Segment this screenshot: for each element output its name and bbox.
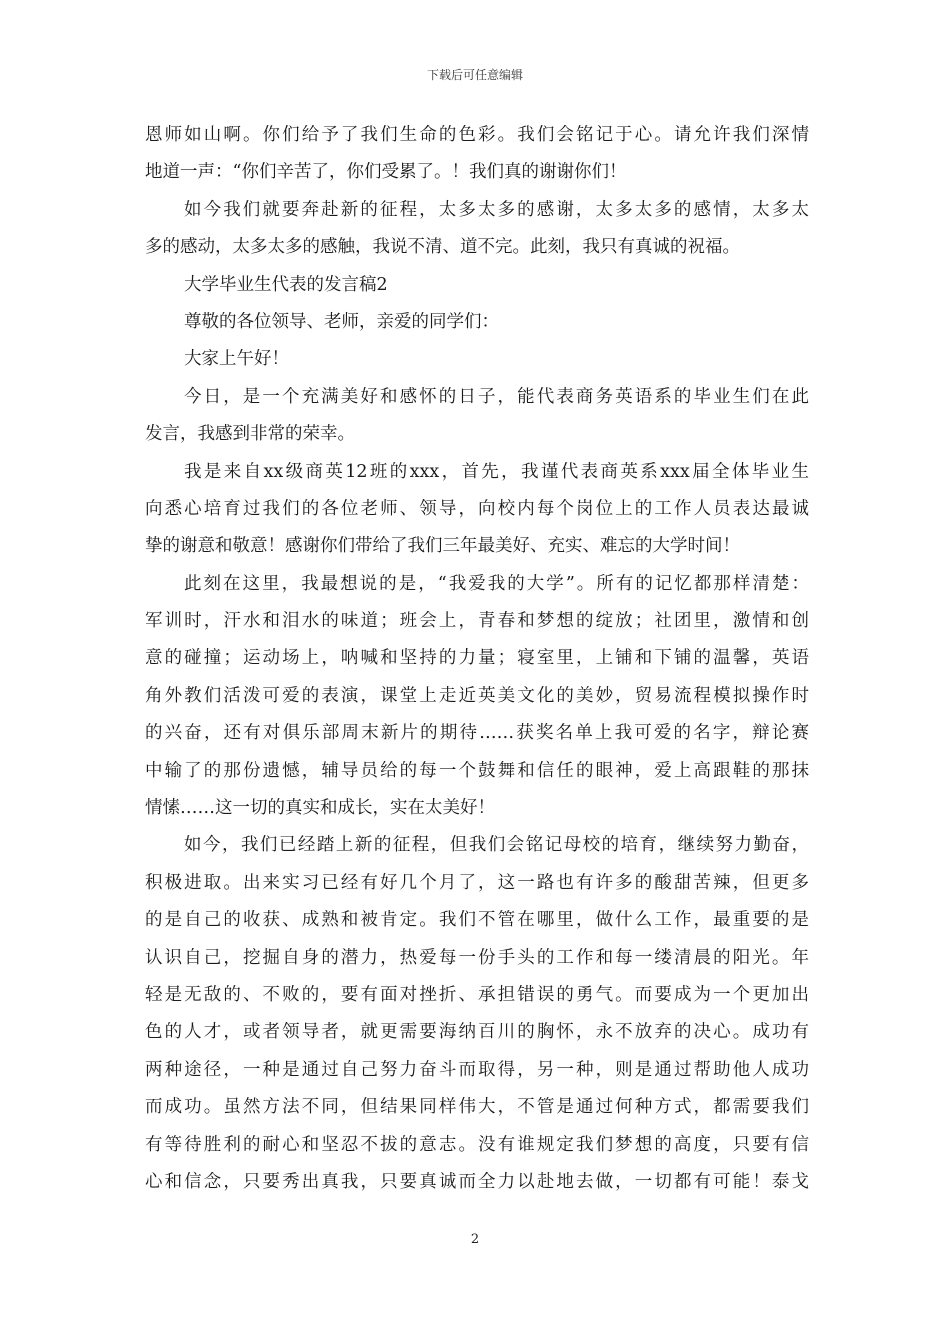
text-line: 的是自己的收获、成熟和被肯定。我们不管在哪里，做什么工作，最重要的是 — [145, 910, 809, 931]
text-line: 两种途径，一种是通过自己努力奋斗而取得，另一种，则是通过帮助他人成功 — [145, 1059, 809, 1080]
text-line: 多的感动，太多太多的感触，我说不清、道不完。此刻，我只有真诚的祝福。 — [145, 237, 740, 258]
text-line: 此刻在这里，我最想说的是，“我爱我的大学”。所有的记忆都那样清楚： — [184, 573, 809, 594]
text-line: 如今，我们已经踏上新的征程，但我们会铭记母校的培育，继续努力勤奋， — [184, 835, 809, 856]
text-line: 军训时，汗水和泪水的味道；班会上，青春和梦想的绽放；社团里，激情和创 — [145, 611, 809, 632]
text-line: 认识自己，挖掘自身的潜力，热爱每一份手头的工作和每一缕清晨的阳光。年 — [145, 947, 809, 968]
text-line: 中输了的那份遗憾，辅导员给的每一个鼓舞和信任的眼神，爱上高跟鞋的那抹 — [145, 760, 809, 781]
text-line: 意的碰撞；运动场上，呐喊和坚持的力量；寝室里，上铺和下铺的温馨，英语 — [145, 648, 809, 669]
text-line: 的兴奋，还有对俱乐部周末新片的期待……获奖名单上我可爱的名字，辩论赛 — [145, 723, 809, 744]
text-line: 地道一声：“你们辛苦了，你们受累了。！我们真的谢谢你们！ — [145, 162, 627, 183]
document-body — [145, 117, 809, 1201]
text-line: 如今我们就要奔赴新的征程，太多太多的感谢，太多太多的感情，太多太 — [184, 199, 809, 220]
page-header: 下载后可任意编辑 — [426, 68, 523, 82]
text-line: 恩师如山啊。你们给予了我们生命的色彩。我们会铭记于心。请允许我们深情 — [145, 125, 809, 145]
text-line: 挚的谢意和敬意！感谢你们带给了我们三年最美好、充实、难忘的大学时间！ — [145, 536, 740, 557]
text-line: 心和信念，只要秀出真我，只要真诚而全力以赴地去做，一切都有可能！泰戈 — [145, 1171, 809, 1192]
text-line: 而成功。虽然方法不同，但结果同样伟大，不管是通过何种方式，都需要我们 — [145, 1097, 809, 1118]
text-line: 角外教们活泼可爱的表演，课堂上走近英美文化的美妙，贸易流程模拟操作时 — [145, 685, 809, 706]
text-line: 有等待胜利的耐心和坚忍不拔的意志。没有谁规定我们梦想的高度，只要有信 — [145, 1134, 809, 1155]
text-line: 情愫……这一切的真实和成长，实在太美好！ — [145, 798, 495, 819]
text-line: 色的人才，或者领导者，就更需要海纳百川的胸怀，永不放弃的决心。成功有 — [145, 1022, 809, 1043]
text-line: 我是来自xx级商英12班的xxx，首先，我谨代表商英系xxx届全体毕业生 — [184, 461, 809, 482]
text-line: 向悉心培育过我们的各位老师、领导，向校内每个岗位上的工作人员表达最诚 — [145, 498, 809, 519]
page-number: 2 — [470, 1232, 480, 1247]
text-line: 大家上午好！ — [184, 349, 289, 370]
text-line: 轻是无敌的、不败的，要有面对挫折、承担错误的勇气。而要成为一个更加出 — [145, 984, 809, 1005]
text-line: 尊敬的各位领导、老师，亲爱的同学们： — [184, 311, 499, 332]
text-line: 今日，是一个充满美好和感怀的日子，能代表商务英语系的毕业生们在此 — [184, 386, 809, 407]
text-line: 发言，我感到非常的荣幸。 — [145, 424, 355, 445]
text-line: 大学毕业生代表的发言稿2 — [184, 274, 388, 295]
text-line: 积极进取。出来实习已经有好几个月了，这一路也有许多的酸甜苦辣，但更多 — [145, 872, 809, 893]
